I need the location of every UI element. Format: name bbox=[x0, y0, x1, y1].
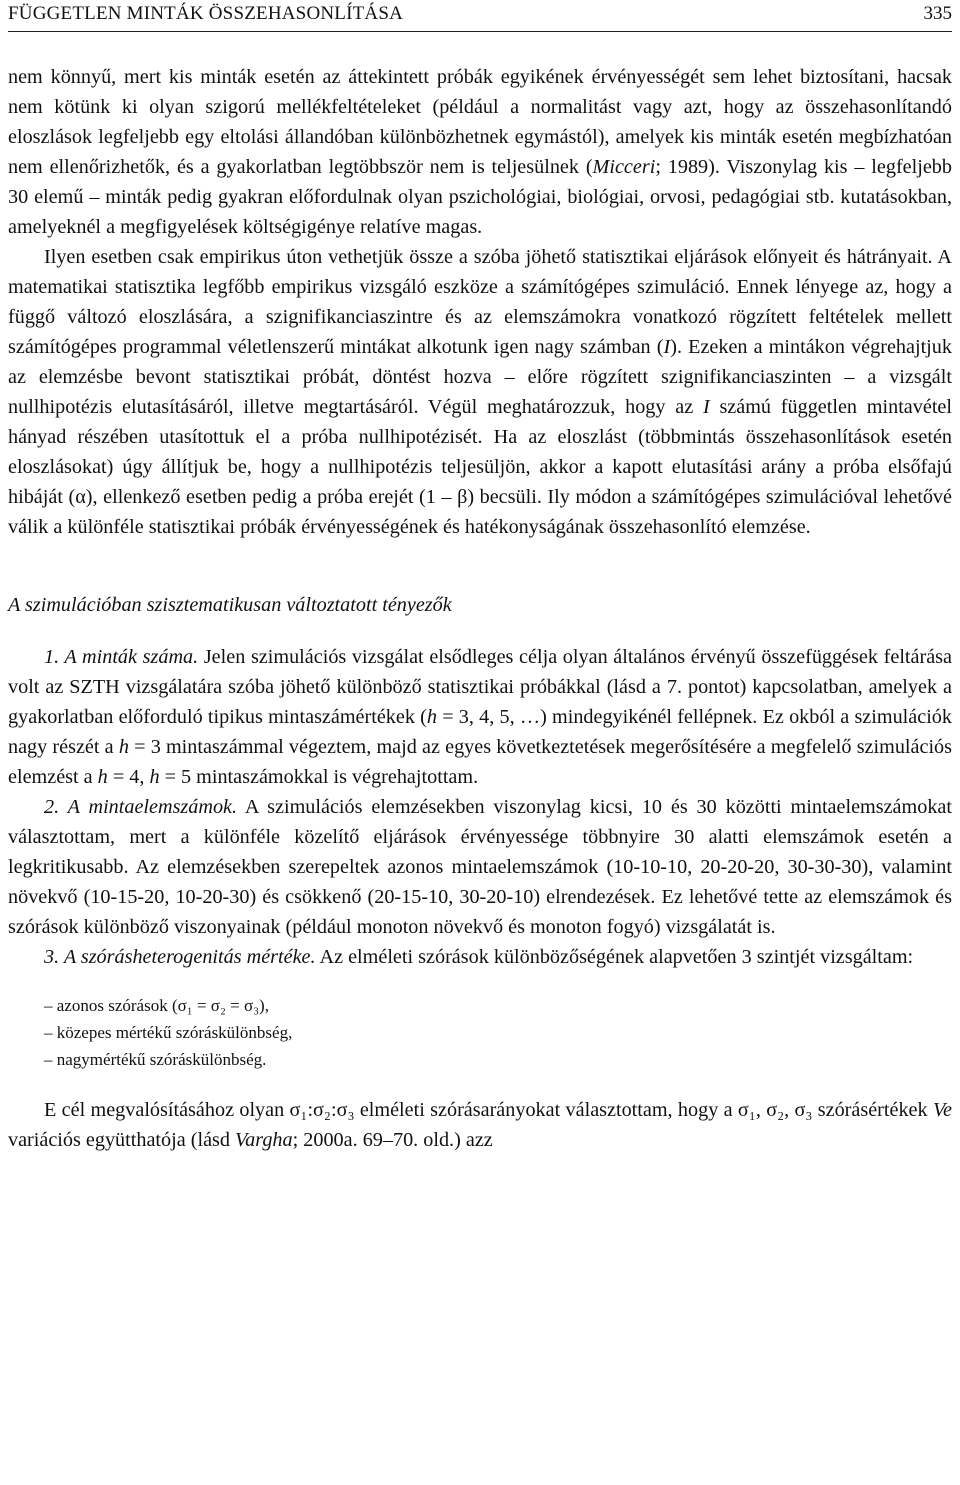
running-title: FÜGGETLEN MINTÁK ÖSSZEHASONLÍTÁSA bbox=[8, 3, 404, 24]
paragraph-factor-1: 1. A minták száma. Jelen szimulációs vizsgálat elsődleges célja olyan általános érvényű összefüggések feltárása volt az SZTH vizsgálatára szóba jöhető különböző statisztikai próbákkal (lásd a 7. pontot) kapcsolatban, amelyek a gyakorlatban előforduló tipikus mintaszámértékek (h = 3, 4, 5, …) mindegyikénél fellépnek. Ez okból a szimulációk nagy részét a h = 3 mintaszámmal végeztem, majd az egyes következtetések megerősítésére a megfelelő szimulációs elemzést a h = 4, h = 5 mintaszámokkal is végrehajtottam. bbox=[8, 646, 952, 788]
section-heading: A szimulációban szisztematikusan változtatott tényezők bbox=[8, 594, 452, 616]
dispersion-levels-list bbox=[8, 992, 952, 1073]
list-item: – azonos szórások (σ₁ = σ₂ = σ₃), bbox=[44, 996, 269, 1015]
paragraph-factor-3: 3. A szórásheterogenitás mértéke. Az elméleti szórások különbözőségének alapvetően 3 szintjét vizsgáltam: bbox=[44, 946, 914, 968]
paragraph-factor-2: 2. A mintaelemszámok. A szimulációs elemzésekben viszonylag kicsi, 10 és 30 közötti mintaelemszámokat választottam, mert a különféle közelítő eljárások érvényessége többnyire 30 alatti elemszámok esetén a legkritikusabb. Az elemzésekben szerepeltek azonos mintaelemszámok (10-10-10, 20-20-20, 30-30-30), valamint növekvő (10-15-20, 10-20-30) és csökkenő (20-15-10, 30-20-10) elrendezések. Ez lehetővé tette az elemszámok és szórások különböző viszonyainak (például monoton növekvő és monoton fogyó) vizsgálatát is. bbox=[8, 796, 952, 938]
list-item: – közepes mértékű szóráskülönbség, bbox=[44, 1023, 293, 1042]
list-item: – nagymértékű szóráskülönbség. bbox=[44, 1050, 267, 1069]
citation-author: Micceri bbox=[592, 156, 656, 178]
factor-3-label: 3. A szórásheterogenitás mértéke. bbox=[44, 946, 316, 968]
paragraph-2: Ilyen esetben csak empirikus úton vethetjük össze a szóba jöhető statisztikai eljárások előnyeit és hátrányait. A matematikai statisztika legfőbb empirikus vizsgáló eszköze a számítógépes szimuláció. Ennek lényege az, hogy a függő változó eloszlására, a szignifikanciaszintre és az elemszámokra vonatkozó rögzített feltételek mellett számítógépes programmal véletlenszerű mintákat alkotunk igen nagy számban (I). Ezeken a mintákon végrehajtjuk az elemzésbe bevont statisztikai próbát, döntést hozva – előre rögzített szignifikanciaszinten – a vizsgált nullhipotézis elutasításáról, illetve megtartásáról. Végül meghatározzuk, hogy az I számú független mintavétel hányad részében utasítottuk el a próba nullhipotézisét. Ha az eloszlást (többmintás összehasonlítások esetén eloszlásokat) úgy állítjuk be, hogy a nullhipotézis teljesüljön, akkor a kapott elutasítási arány a próba elsőfajú hibáját (α), ellenkező esetben pedig a próba erejét (1 – β) becsüli. Ily módon a számítógépes szimulációval lehetővé válik a különféle statisztikai próbák érvényességének és hatékonyságának összehasonlító elemzése. bbox=[8, 246, 952, 538]
factor-2-label: 2. A mintaelemszámok. bbox=[44, 796, 238, 818]
paragraph-last: E cél megvalósításához olyan σ₁:σ₂:σ₃ elméleti szórásarányokat választottam, hogy a σ₁, σ₂, σ₃ szórásértékek Ve variációs együtthatója (lásd Vargha; 2000a. 69–70. old.) azz bbox=[8, 1099, 952, 1151]
factor-1-label: 1. A minták száma. bbox=[44, 646, 199, 668]
running-header bbox=[8, 0, 952, 32]
page-number: 335 bbox=[923, 3, 952, 24]
page-body bbox=[8, 62, 952, 1155]
paragraph-1: nem könnyű, mert kis minták esetén az áttekintett próbák egyikének érvényességét sem lehet biztosítani, hacsak nem kötünk ki olyan szigorú mellékfeltételeket (például a normalitást vagy azt, hogy az összehasonlítandó eloszlások legfeljebb egy eltolási állandóban különbözhetnek egymástól), amelyek kis minták esetén megbízhatóan nem ellenőrizhetők, és a gyakorlatban legtöbbször nem is teljesülnek (Micceri; 1989). Viszonylag kis – legfeljebb 30 elemű – minták pedig gyakran előfordulnak olyan pszichológiai, biológiai, orvosi, pedagógiai stb. kutatásokban, amelyeknél a megfigyelések költségigénye relatíve magas. bbox=[8, 66, 952, 238]
